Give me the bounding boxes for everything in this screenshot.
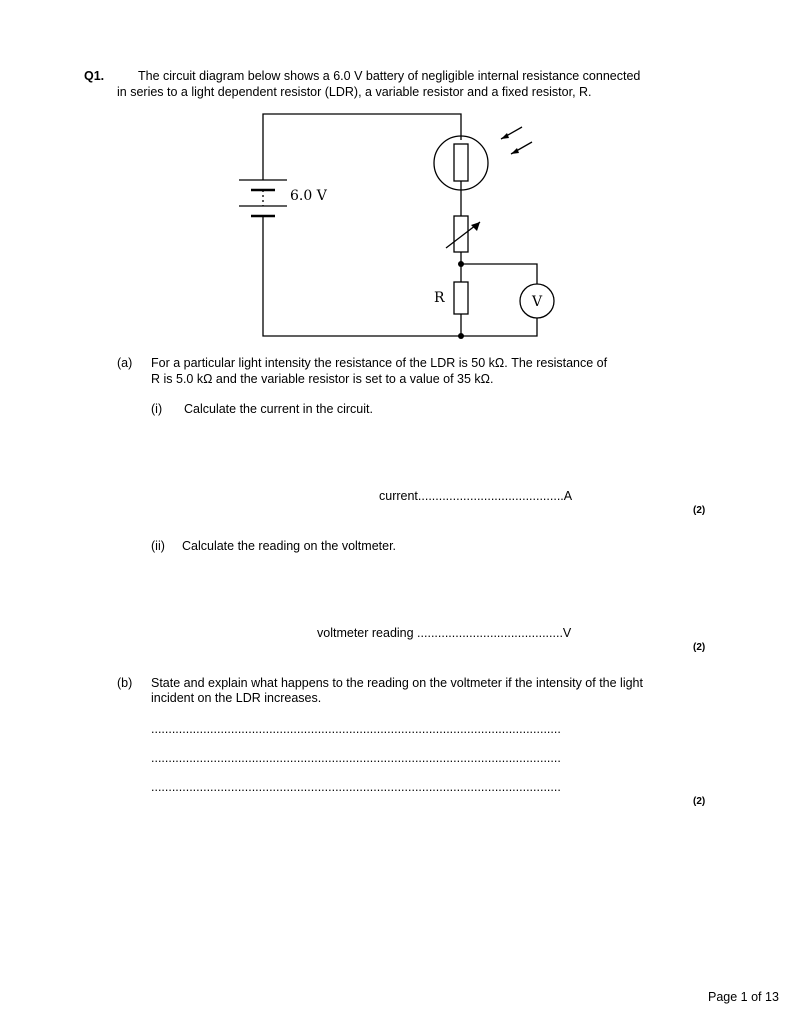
variable-resistor-body <box>454 216 468 252</box>
answer-line-2: ...................................................................................................................... <box>151 751 561 765</box>
voltmeter-symbol: V <box>531 294 543 310</box>
part-b-label: (b) <box>117 676 133 690</box>
resistor-label: R <box>434 290 445 306</box>
question-intro-line-2: in series to a light dependent resistor (LDR), a variable resistor and a fixed resistor, R. <box>117 85 592 99</box>
light-arrowhead-1 <box>501 133 509 139</box>
part-a-text-line-1: For a particular light intensity the resistance of the LDR is 50 kΩ. The resistance of <box>151 356 608 370</box>
bottom-wire <box>263 216 461 336</box>
part-b-text-line-1: State and explain what happens to the reading on the voltmeter if the intensity of the light <box>151 676 643 690</box>
part-b-text-line-2: incident on the LDR increases. <box>151 691 322 705</box>
ldr-body <box>454 144 468 181</box>
top-wire <box>263 114 461 168</box>
sub-ii-label: (ii) <box>151 539 165 553</box>
circuit-diagram <box>230 108 560 348</box>
marks-b: (2) <box>693 796 706 807</box>
fixed-resistor-r <box>454 282 468 314</box>
sub-ii-text: Calculate the reading on the voltmeter. <box>182 539 397 553</box>
sub-i-label: (i) <box>151 402 163 416</box>
variable-resistor-arrowhead <box>471 222 480 231</box>
answer-line-3: ...................................................................................................................... <box>151 780 561 794</box>
current-answer-line: current..........................................A <box>379 489 573 503</box>
question-intro-line-1: The circuit diagram below shows a 6.0 V battery of negligible internal resistance connected <box>138 69 641 83</box>
voltmeter-bottom-wire <box>461 318 537 336</box>
junction-dot-top <box>458 261 464 267</box>
voltmeter-top-wire <box>461 264 537 284</box>
light-arrowhead-2 <box>511 148 519 154</box>
voltmeter-answer-line: voltmeter reading ..........................................V <box>317 626 572 640</box>
battery-label: 6.0 V <box>290 188 327 204</box>
answer-line-1: ...................................................................................................................... <box>151 722 561 736</box>
junction-dot-bottom <box>458 333 464 339</box>
part-a-text-line-2: R is 5.0 kΩ and the variable resistor is set to a value of 35 kΩ. <box>151 372 494 386</box>
sub-i-text: Calculate the current in the circuit. <box>184 402 373 416</box>
part-a-label: (a) <box>117 356 133 370</box>
page-number: Page 1 of 13 <box>708 990 779 1004</box>
marks-a-i: (2) <box>693 505 706 516</box>
question-number: Q1. <box>84 69 105 83</box>
marks-a-ii: (2) <box>693 642 706 653</box>
